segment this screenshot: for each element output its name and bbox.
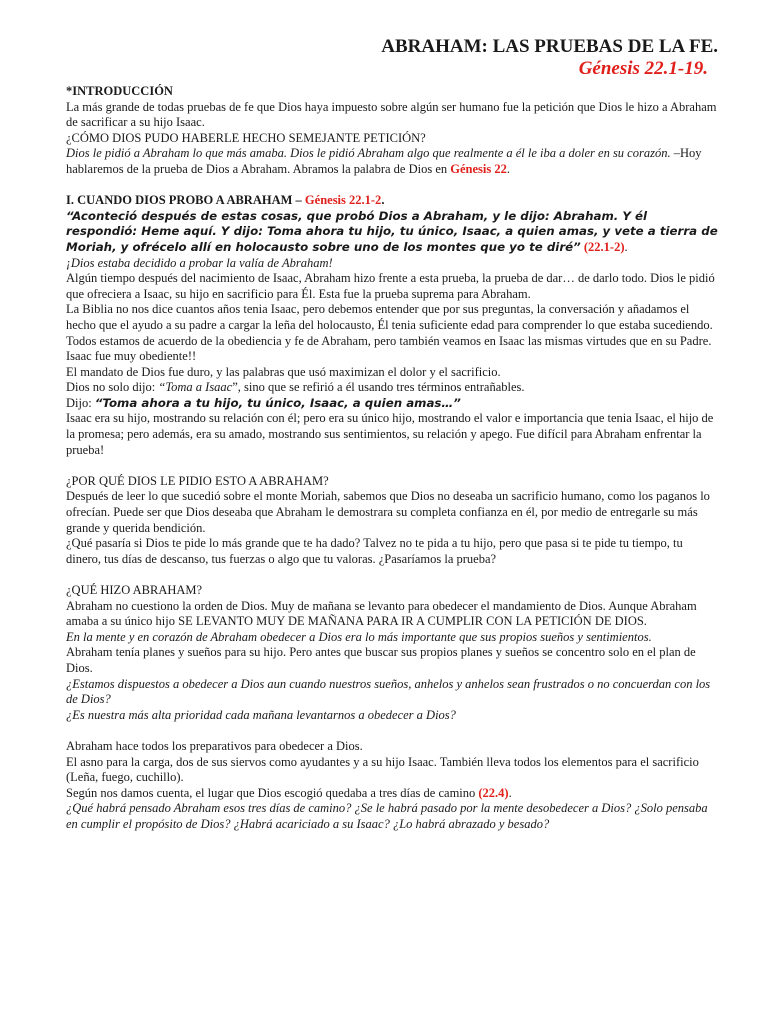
- section-1-paragraph-4: El mandato de Dios fue duro, y las palabras que usó maximizan el dolor y el sacrificio.: [66, 364, 501, 379]
- section-1-paragraph-7: Isaac era su hijo, mostrando su relación con él; pero era su único hijo, mostrando el valor e importancia que tenia Isaac, el hijo de la promesa; pero además, era su amado, mostrando sus sentimientos, su relación y apego. Fue difícil para Abraham enfrentar la prueba!: [66, 411, 714, 457]
- why-question: ¿POR QUÉ DIOS LE PIDIO ESTO A ABRAHAM?: [66, 473, 329, 488]
- prep-paragraph-3: Según nos damos cuenta, el lugar que Dios escogió quedaba a tres días de camino (22.4).: [66, 785, 512, 800]
- prep-paragraph-2: El asno para la carga, dos de sus siervos como ayudantes y a su hijo Isaac. También lleva todos los elementos para el sacrificio (Leña, fuego, cuchillo).: [66, 754, 699, 785]
- section-1-paragraph-5: Dios no solo dijo: “Toma a Isaac”, sino que se refirió a él usando tres términos entrañables.: [66, 380, 525, 395]
- prep-paragraph-1: Abraham hace todos los preparativos para obedecer a Dios.: [66, 738, 363, 753]
- what-paragraph-5: ¿Es nuestra más alta prioridad cada mañana levantarnos a obedecer a Dios?: [66, 707, 456, 722]
- why-paragraph-1: Después de leer lo que sucedió sobre el monte Moriah, sabemos que Dios no deseaba un sacrificio humano, como los paganos lo ofrecían. Puede ser que Dios deseaba que Abraham le demostrara su completa confianza en él, por medio de entregarle su más grande y querida bendición.: [66, 489, 710, 535]
- why-paragraph-2: ¿Qué pasaría si Dios te pide lo más grande que te ha dado? Talvez no te pida a tu hijo, pero que pasa si te pide tu tiempo, tu dinero, tus días de descanso, tus fuerzas o algo que tu valoras. ¿Pasaríamos la prueba?: [66, 536, 683, 566]
- intro-paragraph-1: La más grande de todas pruebas de fe que Dios haya impuesto sobre algún ser humano fue la petición que Dios le hizo a Abraham de sacrificar a su hijo Isaac.: [66, 99, 717, 130]
- what-paragraph-4: ¿Estamos dispuestos a obedecer a Dios aun cuando nuestros sueños, anhelos y anhelos sean frustrados o no concuerdan con los de Dios?: [66, 676, 711, 707]
- scripture-reference: Génesis 22.1-19.: [578, 58, 708, 79]
- intro-reference: Génesis 22: [450, 161, 507, 176]
- document-title: ABRAHAM: LAS PRUEBAS DE LA FE.: [381, 36, 718, 57]
- section-1-paragraph-6: Dijo: “Toma ahora a tu hijo, tu único, Isaac, a quien amas…”: [66, 395, 461, 410]
- section-1-reference: Génesis 22.1-2: [304, 193, 382, 208]
- intro-paragraph-2: Dios le pidió a Abraham lo que más amaba. Dios le pidió Abraham algo que realmente a él le iba a doler en su corazón. –Hoy hablaremos de la prueba de Dios a Abraham. Abramos la palabra de Dios en Génesis 22.: [66, 146, 702, 176]
- quote-text: “Aconteció después de estas cosas, que probó Dios a Abraham, y le dijo: Abraham. Y él respondió: Heme aquí. Y dijo: Toma ahora tu hijo, tu único, Isaac, a quien amas, y vete a tierra de Moriah, y ofrécelo allí en holocausto sobre uno de los montes que yo te diré”: [66, 208, 718, 254]
- scripture-quote: “Aconteció después de estas cosas, que probó Dios a Abraham, y le dijo: Abraham. Y él respondió: Heme aquí. Y dijo: Toma ahora tu hijo, tu único, Isaac, a quien amas, y vete a tierra de Moriah, y ofrécelo allí en holocausto sobre uno de los montes que yo te diré” (22.1-2).: [66, 208, 718, 254]
- prep-paragraph-4: ¿Qué habrá pensado Abraham esos tres días de camino? ¿Se le habrá pasado por la mente desobedecer a Dios? ¿Solo pensaba en cumplir el propósito de Dios? ¿Habrá acariciado a su Isaac? ¿Lo habrá abrazado y besado?: [66, 801, 708, 831]
- what-paragraph-3: Abraham tenía planes y sueños para su hijo. Pero antes que buscar sus propios planes y sueños se concentro solo en el plan de Dios.: [66, 645, 696, 675]
- intro-text: –Hoy hablaremos de la prueba de Dios a Abraham. Abramos la palabra de Dios en: [66, 146, 702, 176]
- what-paragraph-2: En la mente y en corazón de Abraham obedecer a Dios era lo más importante que sus propios sueños y sentimientos.: [66, 629, 652, 644]
- prep-reference: (22.4): [478, 785, 509, 800]
- intro-heading: *INTRODUCCIÓN: [66, 84, 173, 98]
- what-paragraph-1: Abraham no cuestiono la orden de Dios. Muy de mañana se levanto para obedecer el mandamiento de Dios. Aunque Abraham amaba a su único hijo SE LEVANTO MUY DE MAÑANA PARA IR A CUMPLIR CON LA PETICIÓN DE DIOS.: [66, 598, 697, 629]
- section-1-paragraph-1: Algún tiempo después del nacimiento de Isaac, Abraham hizo frente a esta prueba, la prueba de dar… de darlo todo. Dios le pidió que ofreciera a Isaac, su hijo en sacrificio para Él. Esta fue la prueba suprema para Abraham.: [66, 271, 715, 301]
- section-1-paragraph-3: Todos estamos de acuerdo de la obediencia y fe de Abraham, pero también veamos en Isaac las mismas virtudes que en su Padre. Isaac fue muy obediente!!: [66, 333, 712, 364]
- quote-reference: (22.1-2): [580, 239, 625, 254]
- section-1-italic: ¡Dios estaba decidido a probar la valía de Abraham!: [66, 255, 333, 270]
- what-question: ¿QUÉ HIZO ABRAHAM?: [66, 583, 203, 597]
- intro-italic-text: Dios le pidió a Abraham lo que más amaba. Dios le pidió Abraham algo que realmente a él le iba a doler en su corazón.: [66, 146, 671, 161]
- section-1-heading: I. CUANDO DIOS PROBO A ABRAHAM – Génesis 22.1-2.: [66, 193, 385, 208]
- section-1-paragraph-2: La Biblia no nos dice cuantos años tenia Isaac, pero debemos entender que por sus preguntas, la conversación y añadamos el hecho que el ayudo a su padre a cargar la leña del holocausto, Él tenia suficiente edad para comprender lo que estaba sucediendo.: [66, 302, 713, 332]
- intro-question: ¿CÓMO DIOS PUDO HABERLE HECHO SEMEJANTE PETICIÓN?: [66, 130, 426, 145]
